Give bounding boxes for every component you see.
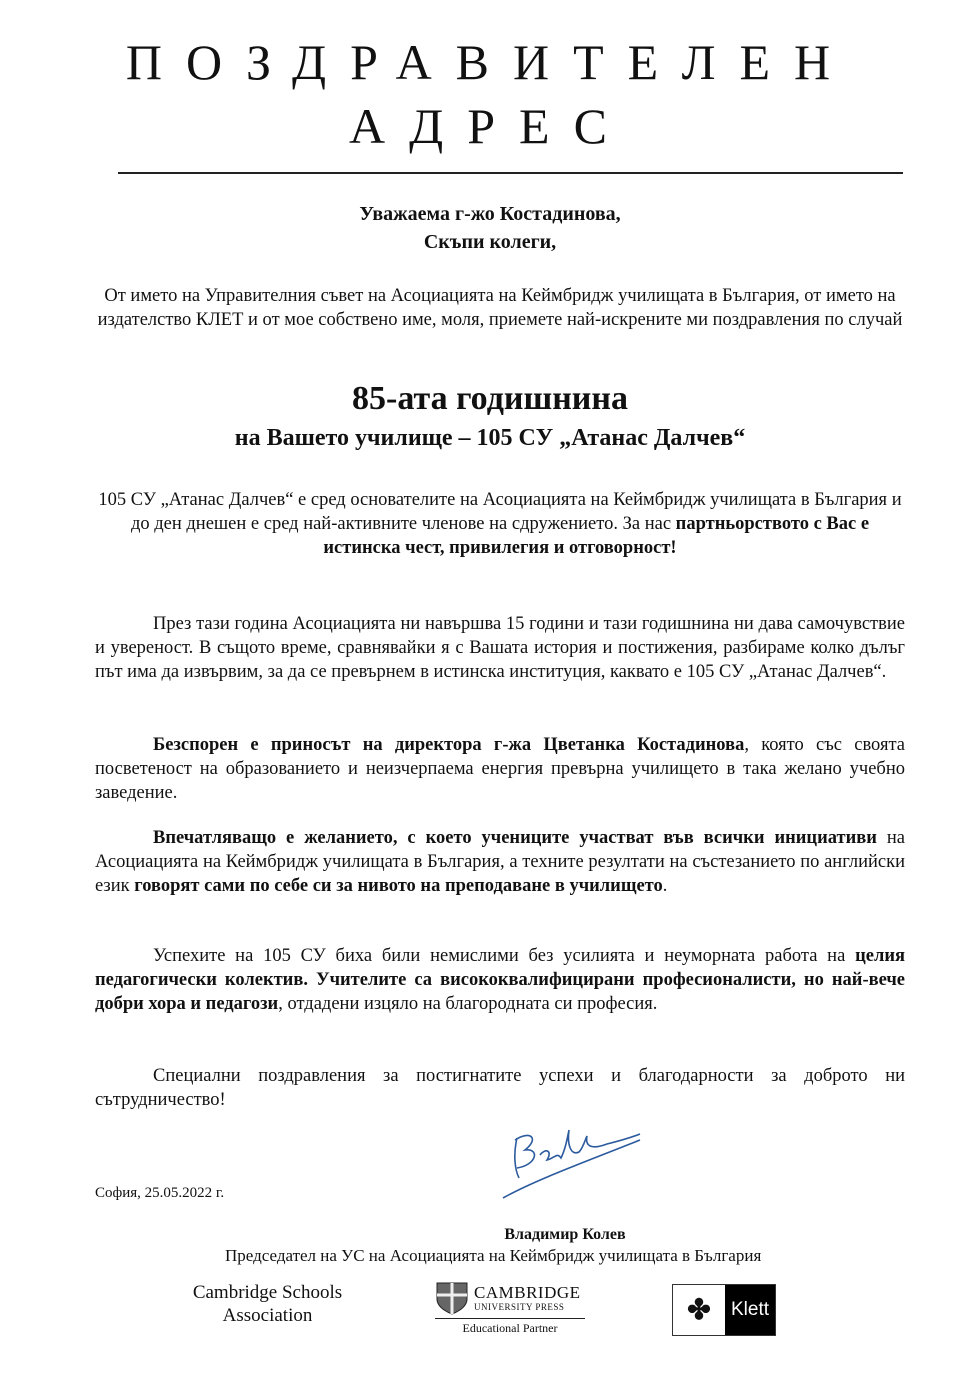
paragraph-3 <box>95 733 905 805</box>
cambridge-schools-association-logo <box>185 1281 350 1327</box>
date-place: София, 25.05.2022 г. <box>95 1185 225 1201</box>
paragraph-6: Специални поздравления за постигнатите успехи и благодарности за доброто ни сътрудничество! <box>95 1066 905 1110</box>
logo-text: Educational Partner <box>435 1318 585 1336</box>
greeting <box>0 200 980 256</box>
bold-text: Безспорен е приносът на директора г-жа Цветанка Костадинова <box>153 735 745 755</box>
title-divider <box>118 172 903 174</box>
intro-paragraph: От името на Управителния съвет на Асоциацията на Кеймбридж училищата в България, от името на издателство КЛЕТ и от мое собствено име, моля, приемете най-искрените ми поздравления по случай <box>97 286 903 330</box>
paragraph-5 <box>95 944 905 1016</box>
text: 105 СУ „Атанас Далчев“ е сред основателите на Асоциацията на Кеймбридж училищата в България и до ден днешен е сред най-активните членове на сдружението. За нас <box>98 490 902 534</box>
bold-text: Впечатляващо е желанието, с което учениците участват във всички инициативи <box>153 828 877 848</box>
logo-text: Cambridge Schools <box>192 1282 343 1303</box>
klett-emblem-icon: ✤ <box>687 1295 711 1326</box>
bold-text: целия педагогически колектив. Учителите са висококвалифицирани професионалисти, но най-вече добри хора и педагози <box>95 946 905 1014</box>
bold-text: партньорството с Вас е истинска чест, привилегия и отговорност! <box>323 514 870 558</box>
logo-text: UNIVERSITY PRESS <box>474 1302 565 1312</box>
text: . <box>662 876 668 896</box>
greeting-line-1: Уважаема г-жо Костадинова, <box>359 203 621 225</box>
title-line-2: АДРЕС <box>349 98 631 154</box>
text: , която със своята посветеност на образованието и неизчерпаема енергия превърна училището в така желано учебно заведение. <box>95 735 905 803</box>
logo-text: CAMBRIDGE <box>474 1283 581 1302</box>
paragraph-4 <box>95 826 905 898</box>
paragraph-1 <box>95 488 905 560</box>
title-line-1: ПОЗДРАВИТЕЛЕН <box>125 34 855 90</box>
text: Успехите на 105 СУ биха били немислими без усилията и неуморната работа на <box>153 946 856 966</box>
text: на Асоциацията на Кеймбридж училищата в България, а техните резултати на състезанието по английски език <box>95 828 905 896</box>
greeting-line-2: Скъпи колеги, <box>423 231 557 253</box>
bold-text: говорят сами по себе си за нивото на преподаване в училището <box>134 876 663 896</box>
anniversary-heading: 85-ата годишнина <box>352 380 628 417</box>
cambridge-university-press-logo <box>435 1281 585 1336</box>
logo-text: Klett <box>725 1285 775 1335</box>
signatory-name: Владимир Колев <box>504 1226 626 1243</box>
anniversary-subheading: на Вашето училище – 105 СУ „Атанас Далчев“ <box>234 425 746 451</box>
klett-logo <box>672 1284 776 1336</box>
signature-image <box>495 1110 645 1205</box>
paragraph-2: През тази година Асоциацията ни навършва 15 години и тази годишнина ни дава самочувствие и увереност. В същото време, сравнявайки я с Вашата история и постижения, разбираме колко дълъг път има да извървим, за да се превърнем в истинска институция, каквато е 105 СУ „Атанас Далчев“. <box>95 614 905 682</box>
text: , отдадени изцяло на благородната си професия. <box>278 994 658 1014</box>
signatory-role: Председател на УС на Асоциацията на Кеймбридж училищата в България <box>225 1246 762 1265</box>
shield-icon <box>435 1281 469 1315</box>
logo-text: Association <box>222 1305 313 1326</box>
